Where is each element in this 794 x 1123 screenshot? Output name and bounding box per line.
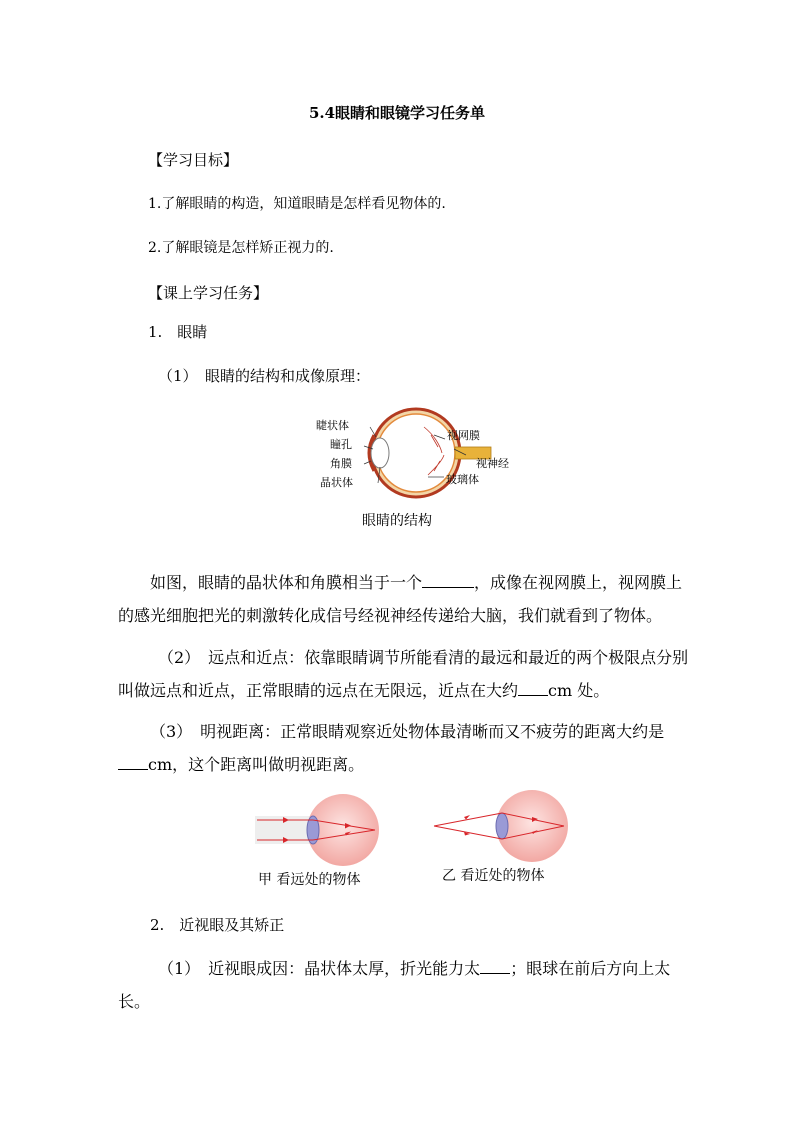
goal-2: 2.了解眼镜是怎样矫正视力的. <box>148 240 334 256</box>
viewing-near-caption: 乙 看近处的物体 <box>442 868 545 884</box>
eye-structure-caption: 眼睛的结构 <box>362 513 432 529</box>
para2-text-c: cm 处。 <box>548 681 610 700</box>
label-lens: 晶状体 <box>320 476 353 489</box>
goal-1: 1.了解眼睛的构造，知道眼睛是怎样看见物体的. <box>148 196 446 212</box>
para3-text-b: cm，这个距离叫做明视距离。 <box>148 755 365 774</box>
label-cornea: 角膜 <box>330 457 352 470</box>
paragraph-1 <box>118 566 688 632</box>
blank-lens-type <box>422 573 474 588</box>
para4-text-a: （1） 近视眼成因：晶状体太厚，折光能力太 <box>158 959 481 978</box>
para4-text-b: ；眼球在前后方向上太 <box>510 959 671 978</box>
para2-text-b: 叫做远点和近点，正常眼睛的远点在无限远，近点在大约 <box>118 681 519 700</box>
label-retina: 视网膜 <box>447 429 480 442</box>
para3-line1: （3） 明视距离：正常眼睛观察近处物体最清晰而又不疲劳的距离大约是 <box>150 722 665 741</box>
para2-line1: （2） 远点和近点：依靠眼睛调节所能看清的最远和最近的两个极限点分别 <box>158 648 689 667</box>
page-title: 5.4眼睛和眼镜学习任务单 <box>308 104 486 122</box>
sub-item-1-heading: （1） 眼睛的结构和成像原理： <box>158 367 371 385</box>
para1-text-b: ，成像在视网膜上，视网膜上 <box>474 573 683 592</box>
viewing-far-diagram <box>255 790 385 868</box>
para1-line2: 的感光细胞把光的刺激转化成信号经视神经传递给大脑，我们就看到了物体。 <box>118 606 663 625</box>
label-optic-nerve: 视神经 <box>476 457 509 470</box>
viewing-far-caption: 甲 看远处的物体 <box>258 872 361 888</box>
viewing-near-diagram <box>432 788 572 866</box>
paragraph-3 <box>118 715 688 781</box>
label-pupil: 瞳孔 <box>330 438 352 451</box>
viewing-far-figure <box>255 790 385 868</box>
blank-distance <box>118 755 148 770</box>
eye-structure-figure <box>316 405 526 500</box>
section-heading-tasks: 【课上学习任务】 <box>148 284 269 302</box>
blank-refraction <box>480 959 510 974</box>
label-ciliary-body: 睫状体 <box>316 419 349 432</box>
paragraph-2 <box>118 641 688 707</box>
para4-line2: 长。 <box>118 992 151 1011</box>
blank-near-point <box>518 681 548 696</box>
item-2-heading: 2. 近视眼及其矫正 <box>150 916 285 934</box>
viewing-near-figure <box>432 788 572 866</box>
para1-text-a: 如图，眼睛的晶状体和角膜相当于一个 <box>150 573 423 592</box>
section-heading-goals: 【学习目标】 <box>148 151 239 169</box>
item-1-heading: 1. 眼睛 <box>148 323 208 341</box>
label-vitreous: 玻璃体 <box>446 473 479 486</box>
paragraph-4 <box>118 952 688 1018</box>
